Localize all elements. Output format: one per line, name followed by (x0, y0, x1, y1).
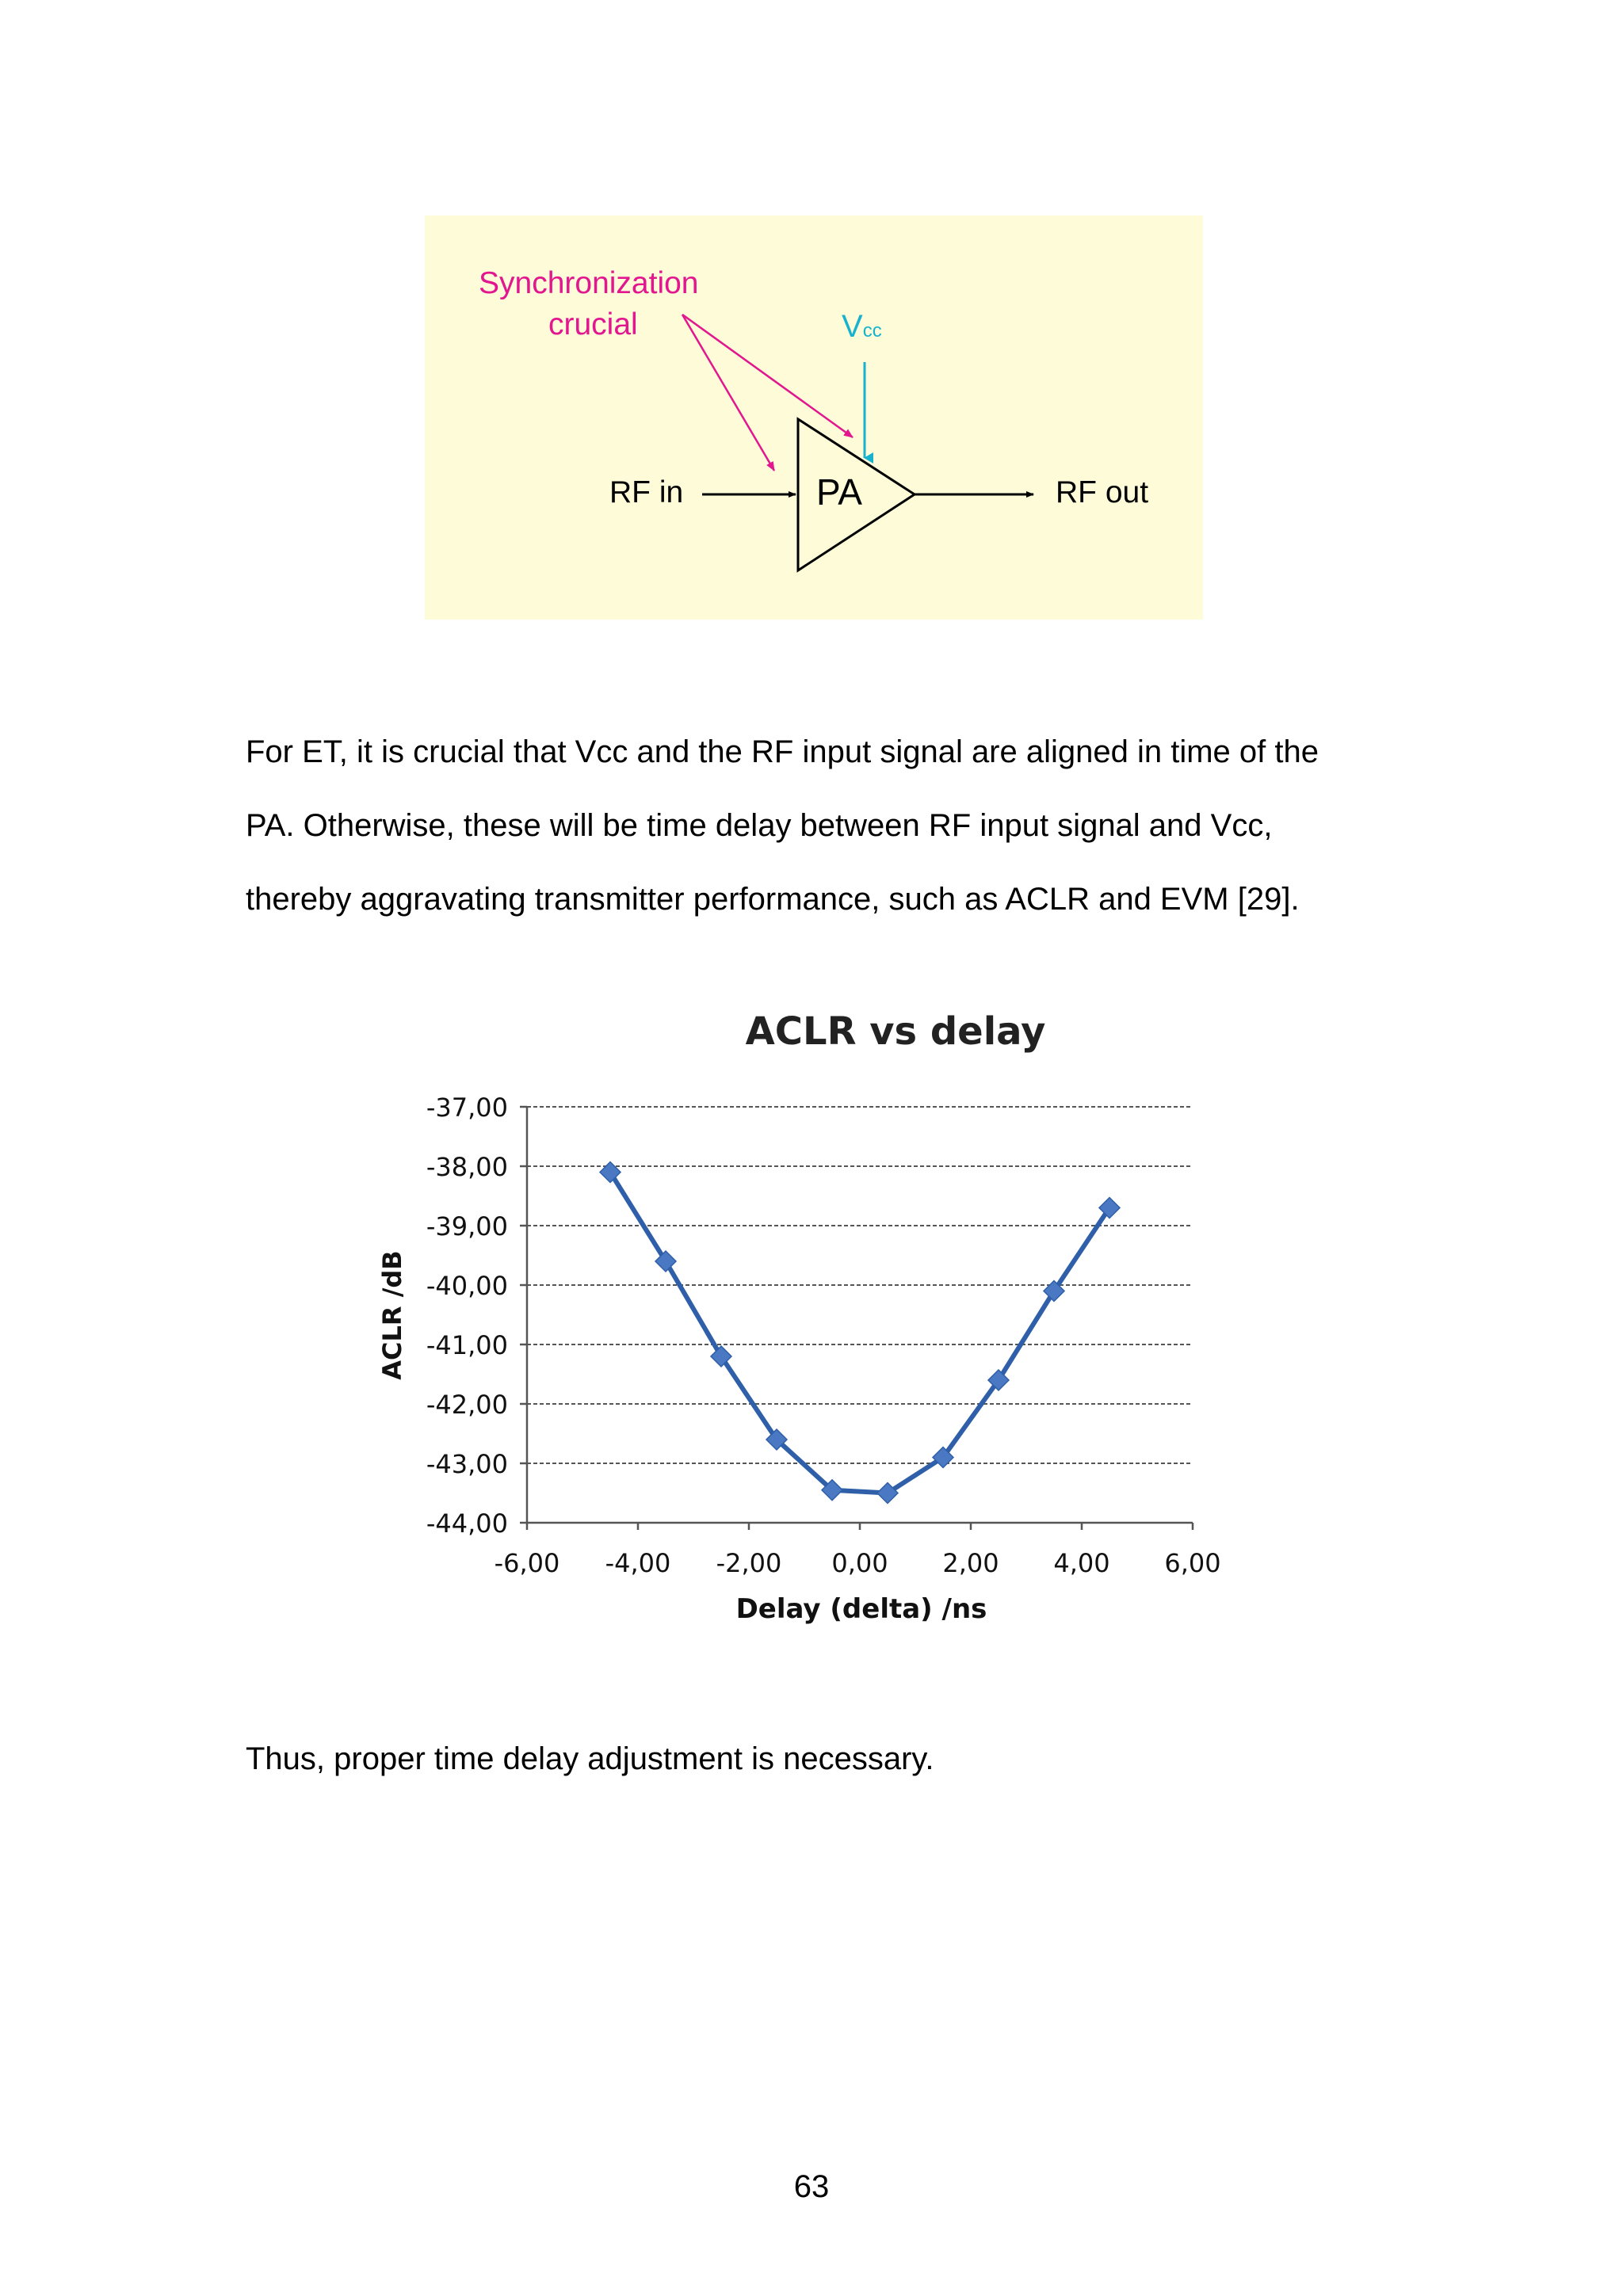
x-tick-label: 2,00 (942, 1548, 999, 1578)
x-tick-label: -2,00 (716, 1548, 782, 1578)
chart-grid (527, 1107, 1193, 1463)
y-tick-label: -39,00 (426, 1211, 508, 1241)
chart-title: ACLR vs delay (745, 1009, 1046, 1054)
vcc-label-sub: cc (862, 320, 882, 341)
pa-sync-diagram (425, 215, 1203, 620)
chart-x-label: Delay (delta) /ns (735, 1593, 987, 1625)
vcc-label-main: V (842, 309, 863, 344)
sync-label-line1: Synchronization (479, 266, 699, 300)
series-line (610, 1173, 1109, 1493)
chart-y-label: ACLR /dB (377, 1250, 407, 1380)
sync-label-line2: crucial (548, 307, 638, 341)
sync-arrow-to-vcc (682, 315, 853, 437)
chart-y-ticks (426, 1093, 527, 1539)
rf-in-label: RF in (609, 475, 684, 509)
y-tick-label: -44,00 (426, 1508, 508, 1539)
y-tick-label: -38,00 (426, 1152, 508, 1182)
x-tick-label: 0,00 (831, 1548, 888, 1578)
chart-x-ticks (495, 1523, 1221, 1578)
page-number: 63 (793, 2169, 830, 2204)
x-tick-label: -6,00 (494, 1548, 560, 1578)
y-tick-label: -43,00 (426, 1449, 508, 1479)
y-tick-label: -37,00 (426, 1093, 508, 1123)
x-tick-label: -4,00 (605, 1548, 671, 1578)
aclr-chart-svg (365, 998, 1252, 1648)
sync-arrow-to-rf-in (682, 315, 774, 471)
rf-out-label: RF out (1056, 475, 1149, 509)
paragraph-line-2: PA. Otherwise, these will be time delay between RF input signal and Vcc, (246, 808, 1273, 843)
paragraph-line-3: thereby aggravating transmitter performance, such as ACLR and EVM [29]. (246, 882, 1300, 917)
x-tick-label: 6,00 (1164, 1548, 1221, 1578)
y-tick-label: -42,00 (426, 1390, 508, 1420)
pa-label: PA (816, 471, 862, 513)
paragraph-line-1: For ET, it is crucial that Vcc and the RF input signal are aligned in time of the (246, 734, 1319, 769)
aclr-chart (365, 998, 1252, 1648)
vcc-label (842, 309, 882, 345)
chart-series (600, 1162, 1120, 1504)
chart-axes (527, 1107, 1193, 1523)
paragraph-et-sync (246, 715, 1395, 936)
y-tick-label: -41,00 (426, 1330, 508, 1360)
x-tick-label: 4,00 (1053, 1548, 1110, 1578)
paragraph-conclusion: Thus, proper time delay adjustment is necessary. (246, 1741, 934, 1776)
y-tick-label: -40,00 (426, 1271, 508, 1301)
